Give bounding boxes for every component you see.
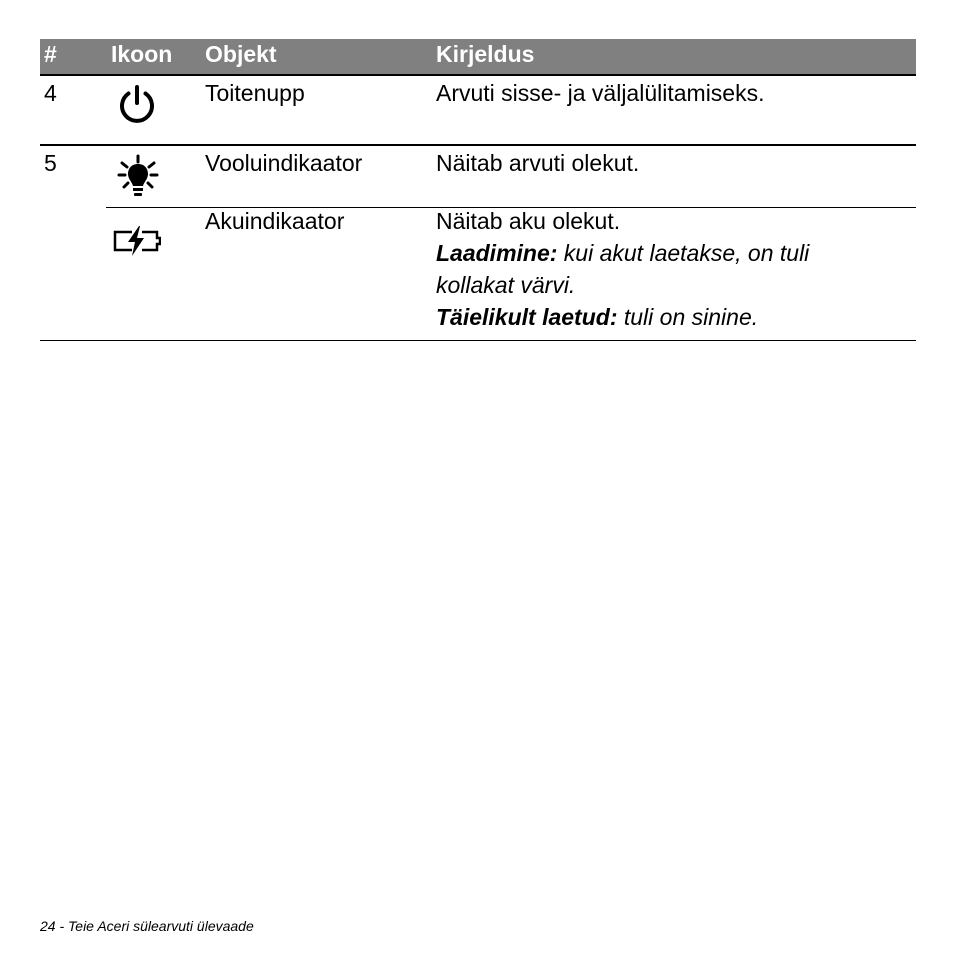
row-object: Akuindikaator — [205, 208, 345, 234]
battery-charging-icon — [113, 225, 161, 257]
full-label: Täielikult laetud: — [436, 304, 618, 330]
charging-line-1 — [436, 237, 809, 269]
page-footer: 24 - Teie Aceri sülearvuti ülevaade — [40, 918, 254, 934]
row-object: Toitenupp — [205, 80, 305, 106]
charging-text: kui akut laetakse, on tuli — [557, 240, 810, 266]
row-object: Vooluindikaator — [205, 150, 363, 176]
light-bulb-icon — [115, 154, 161, 200]
table-row — [40, 146, 916, 207]
header-object: Objekt — [205, 41, 277, 67]
table-header — [40, 39, 916, 76]
description-status: Näitab aku olekut. — [436, 208, 621, 234]
component-table — [40, 39, 916, 341]
header-icon: Ikoon — [111, 41, 173, 67]
full-text: tuli on sinine. — [617, 304, 759, 330]
row-number: 4 — [44, 80, 57, 106]
header-number: # — [44, 41, 57, 67]
table-bottom-rule — [40, 340, 916, 341]
row-description: Näitab arvuti olekut. — [436, 150, 640, 176]
charging-line-2: kollakat värvi. — [436, 272, 576, 298]
full-line — [436, 301, 809, 333]
row-number: 5 — [44, 150, 57, 176]
row-description: Arvuti sisse- ja väljalülitamiseks. — [436, 80, 765, 106]
table-row — [40, 207, 916, 340]
table-row — [40, 76, 916, 146]
header-description: Kirjeldus — [436, 41, 535, 67]
power-icon — [115, 83, 159, 127]
charging-label: Laadimine: — [436, 240, 558, 266]
row-description — [436, 205, 809, 333]
